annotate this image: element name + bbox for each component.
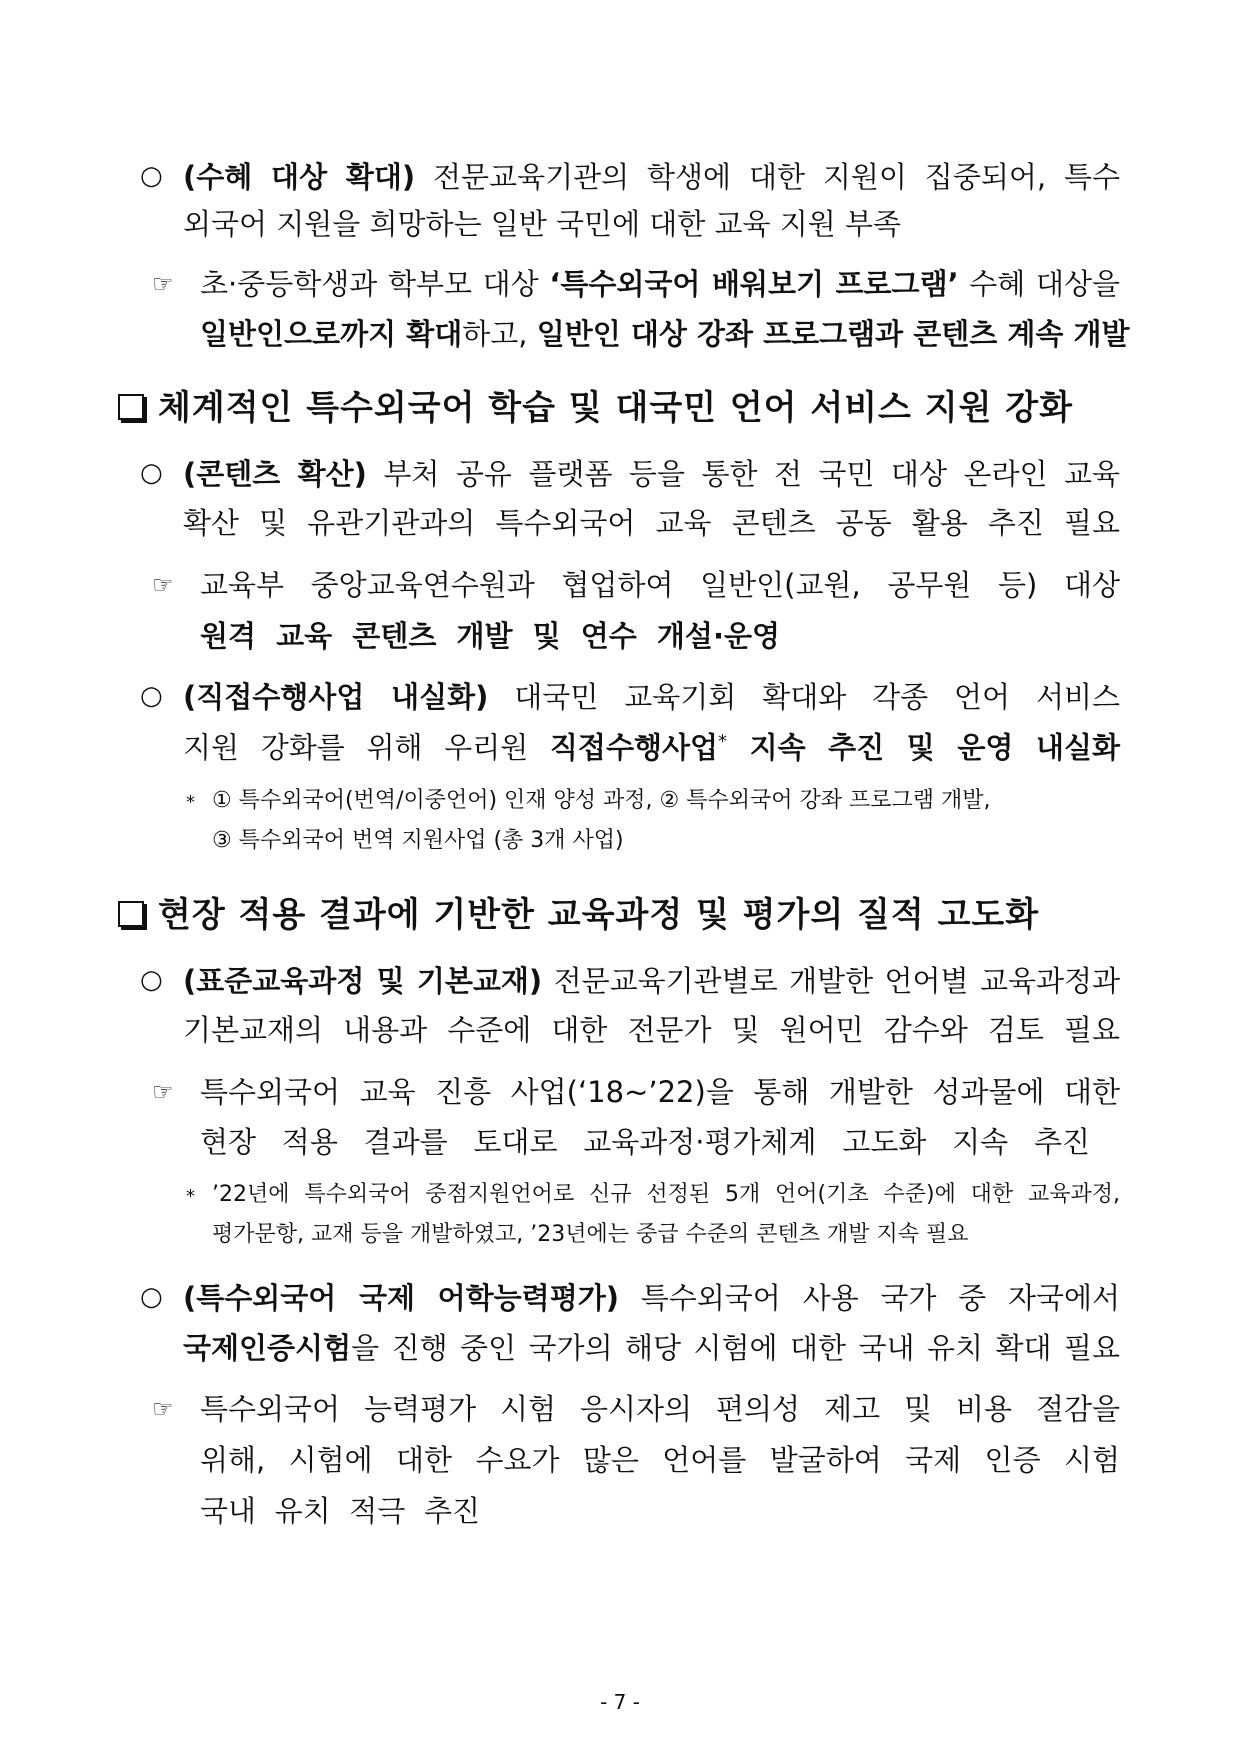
paragraph-text: 대국민 교육기회 확대와 각종 언어 서비스	[488, 680, 1120, 714]
action-line: 특수외국어 교육 진흥 사업(‘18~’22)을 통해 개발한 성과물에 대한	[200, 1075, 1120, 1109]
paragraph-text: 전문교육기관의 학생에 대한 지원이 집중되어, 특수	[415, 160, 1120, 194]
section-heading-text: 체계적인 특수외국어 학습 및 대국민 언어 서비스 지원 강화	[158, 388, 1073, 428]
paragraph-emphasis: 직접수행사업	[549, 730, 719, 765]
paragraph-emphasis: 국제인증시험	[183, 1331, 352, 1365]
footnote-line: 평가문항, 교재 등을 개발하였고, ’23년에는 중급 수준의 콘텐츠 개발 지속 필요	[212, 1222, 969, 1247]
paragraph-text: 을 진행 중인 국가의 해당 시험에 대한 국내 유치 확대 필요	[351, 1331, 1120, 1365]
action-line: 특수외국어 능력평가 시험 응시자의 편의성 제고 및 비용 절감을	[200, 1392, 1120, 1426]
action-line: 현장 적용 결과를 토대로 교육과정·평가체계 고도화 지속 추진	[200, 1125, 1090, 1159]
paragraph-line	[183, 160, 1120, 194]
paragraph-title: (특수외국어 국제 어학능력평가)	[183, 1281, 619, 1315]
action-line: 원격 교육 콘텐츠 개발 및 연수 개설·운영	[200, 619, 780, 653]
action-line	[200, 267, 1120, 301]
paragraph-text: 부처 공유 플랫폼 등을 통한 전 국민 대상 온라인 교육	[366, 457, 1120, 491]
pointing-hand-icon: ☞	[152, 1395, 174, 1423]
paragraph-line: 외국어 지원을 희망하는 일반 국민에 대한 교육 지원 부족	[183, 207, 902, 241]
footnote-star: *	[186, 792, 195, 813]
square-checkbox-icon	[118, 901, 144, 927]
circle-bullet: ○	[140, 681, 163, 711]
paragraph-line	[183, 680, 1120, 714]
square-checkbox-icon	[118, 394, 144, 420]
footnote-line: ’22년에 특수외국어 중점지원언어로 신규 선정된 5개 언어(기초 수준)에 대한 교육과정,	[212, 1182, 1120, 1207]
action-text: 하고,	[462, 317, 537, 351]
action-line	[200, 317, 1130, 351]
action-emphasis: ‘특수외국어 배워보기 프로그램’	[549, 267, 959, 301]
pointing-hand-icon: ☞	[152, 270, 174, 298]
pointing-hand-icon: ☞	[152, 571, 174, 599]
action-emphasis: 일반인 대상 강좌 프로그램과 콘텐츠 계속 개발	[536, 317, 1130, 351]
paragraph-line	[183, 730, 1121, 765]
circle-bullet: ○	[140, 161, 163, 191]
action-line: 위해, 시험에 대한 수요가 많은 언어를 발굴하여 국제 인증 시험	[200, 1443, 1120, 1477]
pointing-hand-icon: ☞	[152, 1078, 174, 1106]
action-text: 수혜 대상을	[958, 267, 1120, 301]
action-emphasis: 일반인으로까지 확대	[200, 317, 463, 351]
paragraph-text: 특수외국어 사용 국가 중 자국에서	[618, 1281, 1120, 1315]
paragraph-line	[183, 1281, 1120, 1315]
circle-bullet: ○	[140, 965, 163, 995]
paragraph-line	[183, 1331, 1120, 1365]
section-heading	[118, 895, 1040, 935]
section-heading	[118, 388, 1073, 428]
paragraph-line: 확산 및 유관기관과의 특수외국어 교육 콘텐츠 공동 활용 추진 필요	[183, 506, 1120, 540]
paragraph-text: 지원 강화를 위해 우리원	[183, 730, 550, 765]
paragraph-title: (수혜 대상 확대)	[183, 160, 416, 194]
section-heading-text: 현장 적용 결과에 기반한 교육과정 및 평가의 질적 고도화	[158, 895, 1040, 935]
paragraph-line	[183, 964, 1121, 998]
paragraph-line: 기본교재의 내용과 수준에 대한 전문가 및 원어민 감수와 검토 필요	[183, 1013, 1120, 1047]
action-line: 교육부 중앙교육연수원과 협업하여 일반인(교원, 공무원 등) 대상	[200, 568, 1120, 602]
paragraph-title: (표준교육과정 및 기본교재)	[183, 964, 543, 998]
footnote-line: ③ 특수외국어 번역 지원사업 (총 3개 사업)	[212, 828, 624, 853]
footnote-line: ① 특수외국어(번역/이중언어) 인재 양성 과정, ② 특수외국어 강좌 프로그램 개발,	[212, 788, 991, 813]
paragraph-line	[183, 457, 1120, 491]
paragraph-emphasis: 지속 추진 및 운영 내실화	[727, 730, 1121, 765]
circle-bullet: ○	[140, 1282, 163, 1312]
footnote-mark: *	[718, 731, 728, 752]
paragraph-title: (콘텐츠 확산)	[183, 457, 367, 491]
circle-bullet: ○	[140, 458, 163, 488]
action-line: 국내 유치 적극 추진	[200, 1494, 480, 1528]
paragraph-title: (직접수행사업 내실화)	[183, 680, 489, 714]
action-text: 초·중등학생과 학부모 대상	[200, 267, 550, 301]
page-number: - 7 -	[600, 1690, 640, 1714]
paragraph-text: 전문교육기관별로 개발한 언어별 교육과정과	[542, 964, 1121, 998]
footnote-star: *	[186, 1186, 195, 1207]
